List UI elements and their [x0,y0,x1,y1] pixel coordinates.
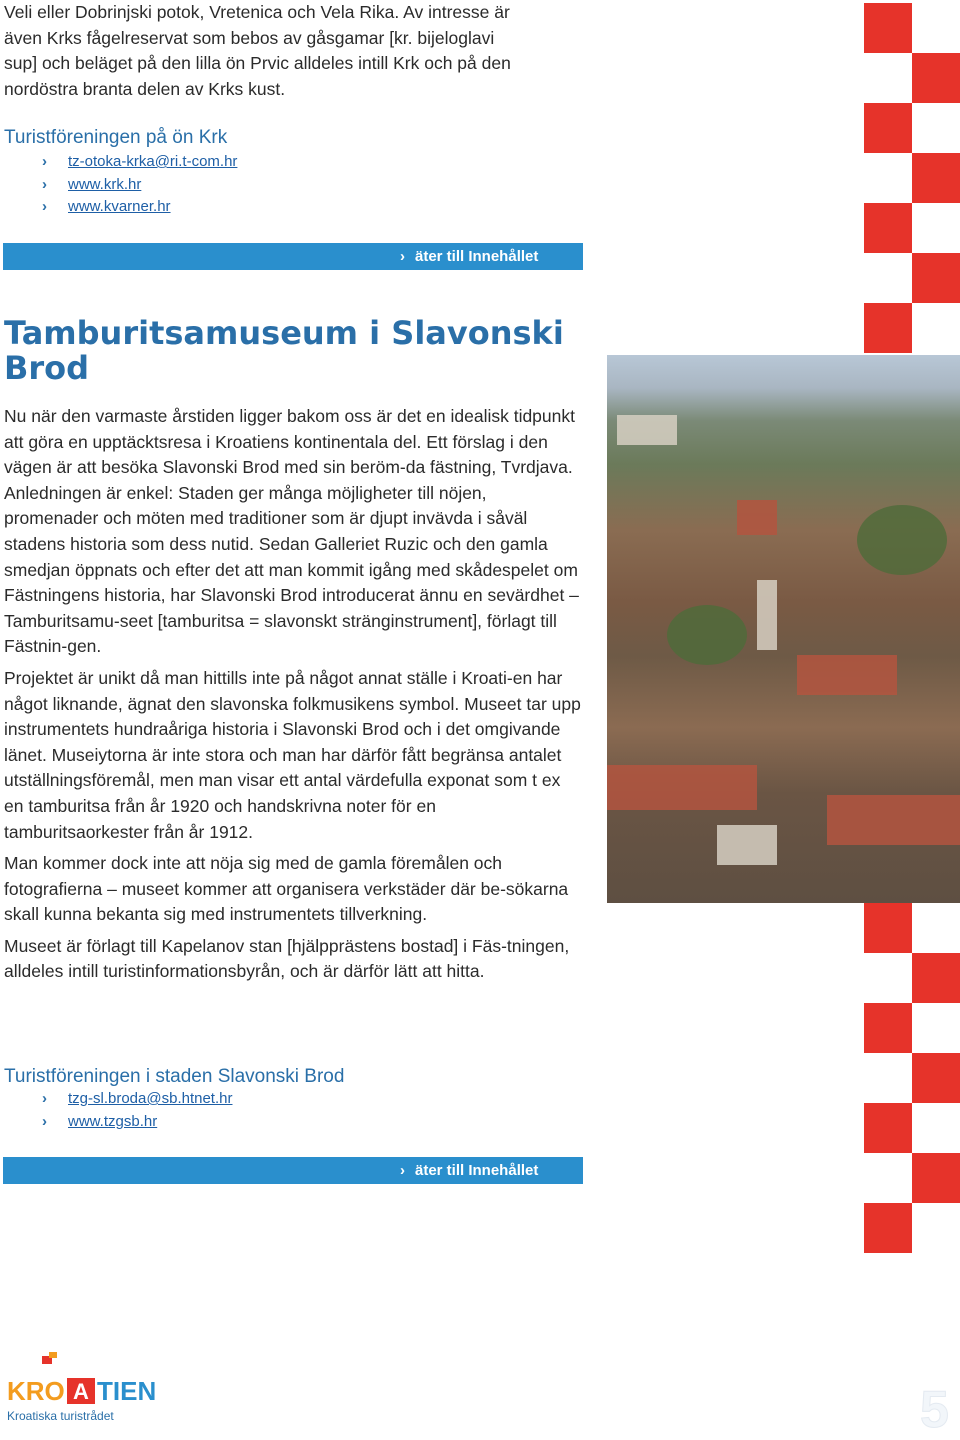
photo-building [617,415,677,445]
photo-roof [827,795,960,845]
list-item [4,1111,564,1134]
chevron-right-icon: › [400,1162,405,1179]
kvarner-website-link[interactable]: www.kvarner.hr [68,198,171,215]
intro-line: sup] och beläget på den lilla ön Prvic alldeles intill Krk och på den [4,53,511,73]
chevron-right-icon: › [42,153,47,170]
back-to-contents-button-bottom[interactable] [3,1157,583,1184]
krk-website-link[interactable]: www.krk.hr [68,175,142,193]
checker-cell [864,1003,912,1053]
article-title [4,316,604,386]
article-paragraph: Man kommer dock inte att nöja sig med de gamla föremålen och fotografierna – museet kommer att organisera verkstäder där be-sökarna skall kunna bekanta sig med instrumentets tillverkning. [4,853,569,925]
brod-heading: Turistföreningen i staden Slavonski Brod [4,1066,345,1087]
svg-text:Kroatiska turistrådet: Kroatiska turistrådet [7,1409,114,1423]
chevron-right-icon: › [42,1090,47,1107]
back-to-contents-label: äter till Innehållet [415,1162,539,1179]
list-item [4,151,564,174]
brod-contact-section [4,1066,564,1133]
list-item [4,174,564,197]
krk-contact-section [4,127,564,219]
brod-link-list [4,1088,564,1133]
brod-website-link[interactable]: www.tzgsb.hr [68,1112,158,1130]
back-to-contents-label: äter till Innehållet [415,248,539,265]
checker-cell [912,53,960,103]
checker-cell [912,153,960,203]
article-body [4,404,584,991]
svg-text:KRO: KRO [7,1376,65,1406]
intro-line: nordöstra branta delen av Krks kust. [4,78,286,99]
article-title-line-1: Tamburitsamuseum i Slavonski [4,314,564,352]
article-paragraph: Nu när den varmaste årstiden ligger bakom oss är det en idealisk tidpunkt att göra en upptäcktsresa i Kroatiens kontinentala del. Ett förslag i den vägen är att besöka Slavonski Brod med sin beröm-da fästning, Tvrdjava. Anledningen är enkel: Staden ger många möjligheter till nöjen, promenader och möten med traditioner som är djupt invävda i såväl stadens historia som dess nutid. Sedan Galleriet Ruzic och den gamla smedjan öppnats och efter det att man kommit igång med skådespelet om Fästningens historia, har Slavonski Brod introducerat ännu en sevärdhet – Tamburitsamu-seet [tamburitsa = slavonskt stränginstrument], förlagt till Fästnin-gen. [4,406,579,657]
list-item [4,196,564,219]
chevron-right-icon: › [42,1112,47,1130]
intro-line: även Krks fågelreservat som bebos av gåsgamar [kr. bijeloglavi [4,27,495,48]
checker-cell [912,253,960,303]
krk-email-link[interactable]: tz-otoka-krka@ri.t-com.hr [68,153,238,170]
photo-roof [737,500,777,535]
kroatien-logo [5,1352,165,1427]
checker-cell [864,3,912,53]
photo-trees [857,505,947,575]
chevron-right-icon: › [400,248,405,265]
photo-church-tower [757,580,777,650]
checker-cell [864,1203,912,1253]
photo-roof [607,765,757,810]
checker-cell [912,953,960,1003]
checker-cell [864,303,912,353]
back-to-contents-button[interactable] [3,243,583,270]
checker-cell [864,203,912,253]
chevron-right-icon: › [42,175,47,193]
checker-cell [864,103,912,153]
article-title-line-2: Brod [4,349,90,387]
krk-link-list [4,151,564,219]
photo-building [717,825,777,865]
checker-cell [864,1103,912,1153]
checker-cell [864,903,912,953]
krk-heading: Turistföreningen på ön Krk [4,127,228,148]
article-paragraph: Projektet är unikt då man hittills inte på något annat ställe i Kroati-en har något liknande, ägnat den slavonska folkmusikens symbol. Museet tar upp instrumentets hundraåriga historia i Slavonski Brod och i det omgivande länet. Museiytorna är inte stora och man har därför fått begränsa antalet utställningsföremål, men man visar ett antal värdefulla exponat som t ex en tamburitsa från år 1920 och handskrivna noter för en tamburitsaorkester från år 1912. [4,667,581,842]
intro-line: Veli eller Dobrinjski potok, Vretenica och Vela Rika. Av intresse är [4,2,510,22]
page-number: 5 [920,1381,949,1439]
brod-email-link[interactable]: tzg-sl.broda@sb.htnet.hr [68,1090,233,1107]
svg-text:TIEN: TIEN [97,1376,157,1406]
chevron-right-icon: › [42,198,47,215]
intro-paragraph [4,0,604,102]
article-paragraph: Museet är förlagt till Kapelanov stan [hjälpprästens bostad] i Fäs-tningen, alldeles intill turistinformationsbyrån, och är därför lätt att hitta. [4,935,570,982]
list-item [4,1088,564,1111]
kroatien-logo-graphic [5,1352,165,1427]
checker-cell [912,1153,960,1203]
checker-cell [912,1053,960,1103]
svg-text:A: A [73,1379,89,1404]
photo-roof [797,655,897,695]
photo-trees [667,605,747,665]
city-aerial-photo [607,355,960,903]
